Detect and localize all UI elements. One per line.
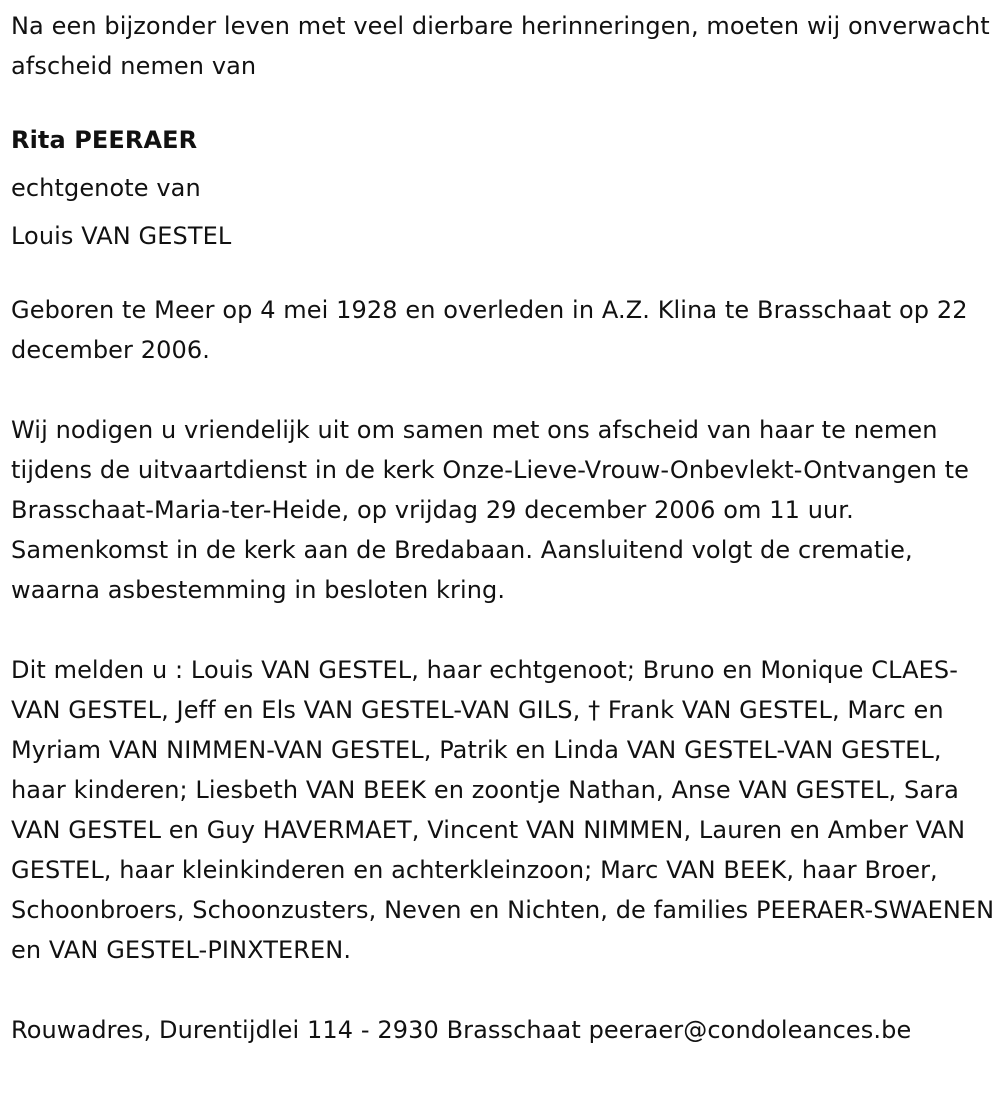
relation-label: echtgenote van [11,174,201,202]
invitation-paragraph: Wij nodigen u vriendelijk uit om samen met ons afscheid van haar te nemen tijdens de uitvaartdienst in de kerk Onze-Lieve-Vrouw-Onbevlekt-Ontvangen te Brasschaat-Maria-ter-Heide, op vrijdag 29 december 2006 om 11 uur. Samenkomst in de kerk aan de Bredabaan. Aansluitend volgt de crematie, waarna asbestemming in besloten kring. [11,416,970,604]
deceased-name: Rita PEERAER [11,126,198,154]
obituary-notice [11,6,996,1050]
birth-death-paragraph: Geboren te Meer op 4 mei 1928 en overleden in A.Z. Klina te Brasschaat op 22 december 2006. [11,296,968,364]
intro-paragraph: Na een bijzonder leven met veel dierbare herinneringen, moeten wij onverwacht afscheid nemen van [11,12,990,80]
spouse-name: Louis VAN GESTEL [11,222,232,250]
family-announcement-paragraph: Dit melden u : Louis VAN GESTEL, haar echtgenoot; Bruno en Monique CLAES-VAN GESTEL, Jeff en Els VAN GESTEL-VAN GILS, † Frank VAN GESTEL, Marc en Myriam VAN NIMMEN-VAN GESTEL, Patrik en Linda VAN GESTEL-VAN GESTEL, haar kinderen; Liesbeth VAN BEEK en zoontje Nathan, Anse VAN GESTEL, Sara VAN GESTEL en Guy HAVERMAET, Vincent VAN NIMMEN, Lauren en Amber VAN GESTEL, haar kleinkinderen en achterkleinzoon; Marc VAN BEEK, haar Broer, Schoonbroers, Schoonzusters, Neven en Nichten, de families PEERAER-SWAENEN en VAN GESTEL-PINXTEREN. [11,656,995,964]
spacer [11,610,996,650]
spacer [11,260,996,290]
spacer [11,370,996,410]
spacer [11,970,996,1010]
address-line: Rouwadres, Durentijdlei 114 - 2930 Brasschaat peeraer@condoleances.be [11,1016,912,1044]
spacer [11,86,996,116]
